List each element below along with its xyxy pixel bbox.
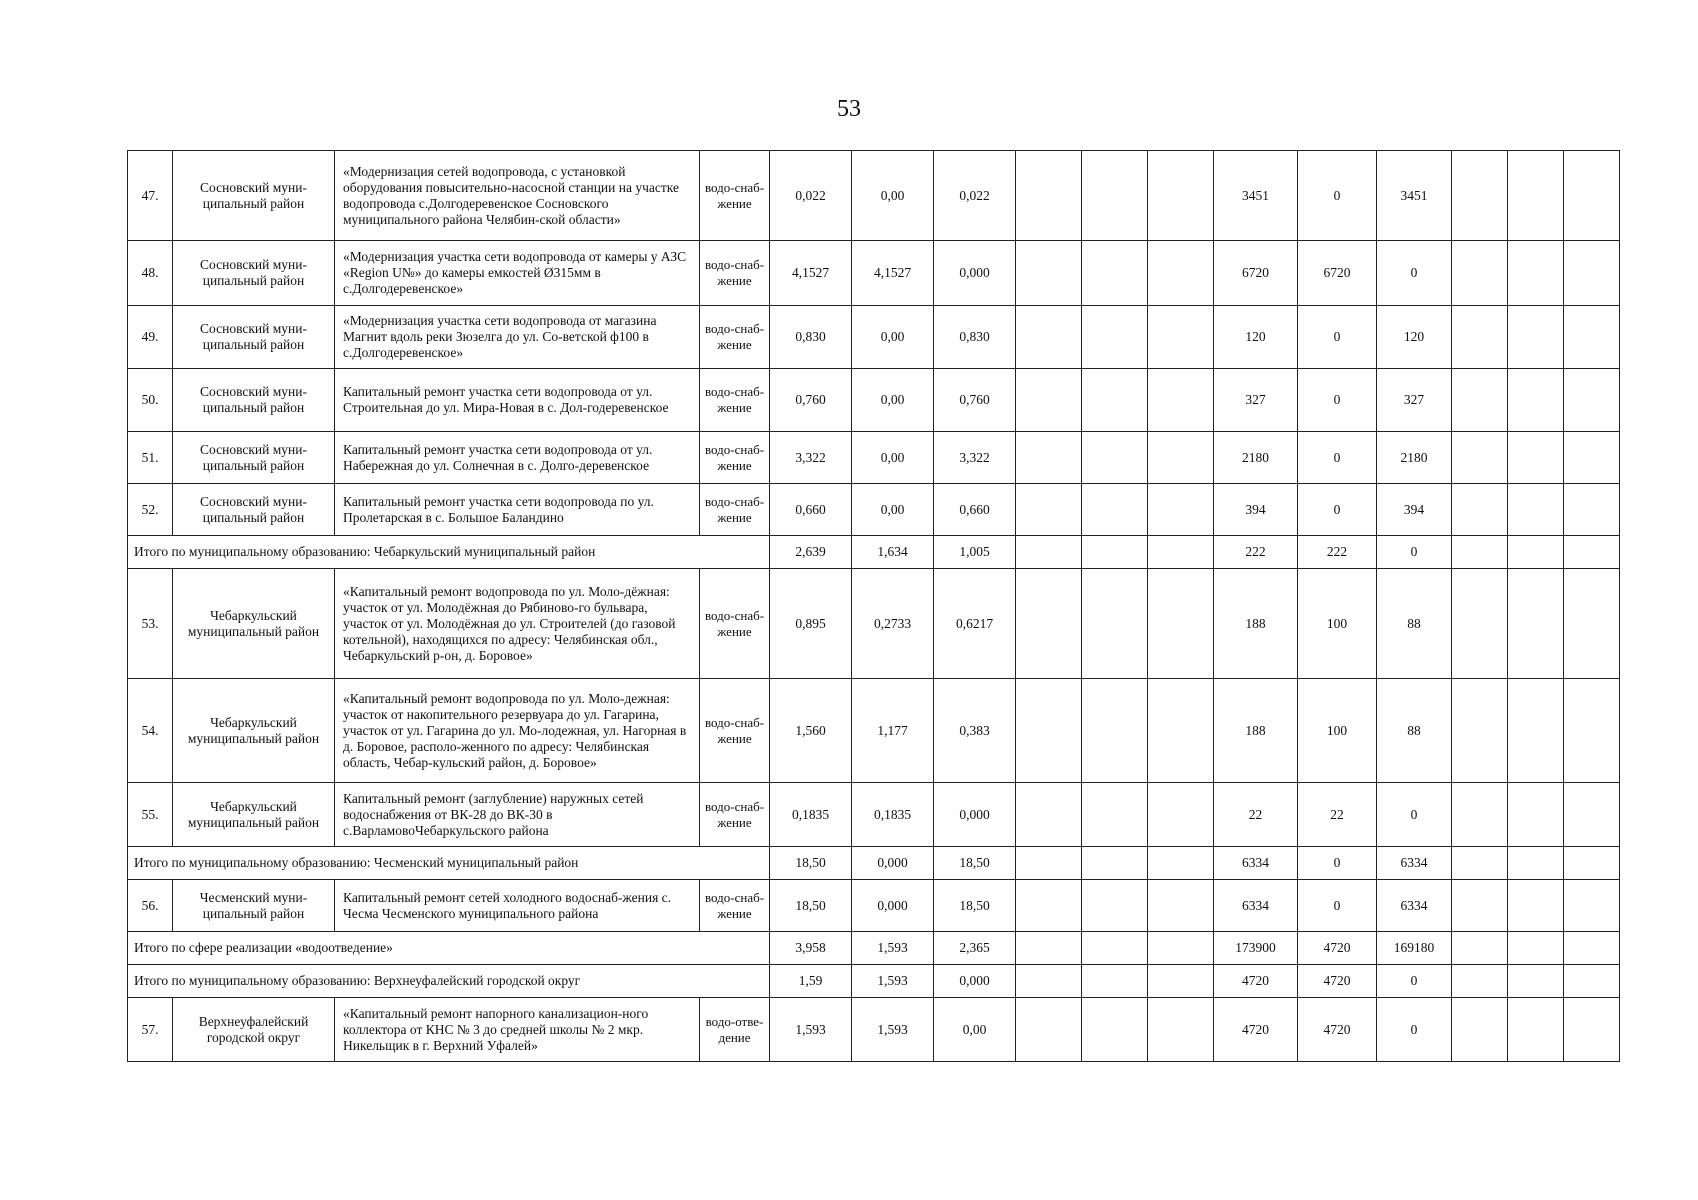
district-name: Сосновский муни-ципальный район [173,151,335,241]
value-cell-v7: 4720 [1214,965,1298,998]
sphere-type: водо-снаб-жение [700,369,770,432]
value-cell-v11 [1508,432,1564,484]
value-cell-v9: 6334 [1377,880,1452,932]
value-cell-v2: 0,00 [852,369,934,432]
value-cell-v6 [1148,369,1214,432]
value-cell-v9: 0 [1377,536,1452,569]
district-name: Сосновский муни-ципальный район [173,484,335,536]
value-cell-v7: 22 [1214,783,1298,847]
value-cell-v6 [1148,484,1214,536]
value-cell-v10 [1452,880,1508,932]
value-cell-v8: 0 [1298,847,1377,880]
sphere-type: водо-снаб-жение [700,484,770,536]
value-cell-v1: 0,1835 [770,783,852,847]
district-name: Чебаркульский муниципальный район [173,679,335,783]
value-cell-v10 [1452,306,1508,369]
value-cell-v12 [1564,880,1620,932]
total-row [128,932,1620,965]
value-cell-v12 [1564,569,1620,679]
value-cell-v5 [1082,998,1148,1062]
value-cell-v9: 3451 [1377,151,1452,241]
value-cell-v5 [1082,679,1148,783]
value-cell-v9: 88 [1377,679,1452,783]
value-cell-v6 [1148,998,1214,1062]
value-cell-v1: 4,1527 [770,241,852,306]
sphere-type: водо-отве-дение [700,998,770,1062]
value-cell-v4 [1016,998,1082,1062]
value-cell-v5 [1082,783,1148,847]
value-cell-v12 [1564,484,1620,536]
value-cell-v9: 327 [1377,369,1452,432]
value-cell-v6 [1148,306,1214,369]
project-description: «Капитальный ремонт водопровода по ул. Моло-дёжная: участок от ул. Молодёжная до Рябиново-го бульвара, участок от ул. Молодёжная до ул. Строителей (до газовой котельной), находящихся по адресу: Челябинская обл., Чебаркульский р-он, д. Боровое» [335,569,700,679]
value-cell-v6 [1148,432,1214,484]
value-cell-v12 [1564,306,1620,369]
table-row [128,880,1620,932]
value-cell-v1: 1,593 [770,998,852,1062]
value-cell-v5 [1082,932,1148,965]
value-cell-v6 [1148,241,1214,306]
value-cell-v3: 0,000 [934,783,1016,847]
value-cell-v1: 3,958 [770,932,852,965]
district-name: Чебаркульский муниципальный район [173,783,335,847]
value-cell-v1: 18,50 [770,847,852,880]
total-row [128,965,1620,998]
value-cell-v11 [1508,783,1564,847]
value-cell-v7: 6334 [1214,880,1298,932]
value-cell-v8: 222 [1298,536,1377,569]
value-cell-v10 [1452,432,1508,484]
total-label: Итого по муниципальному образованию: Чебаркульский муниципальный район [128,536,770,569]
value-cell-v1: 1,59 [770,965,852,998]
sphere-type: водо-снаб-жение [700,432,770,484]
value-cell-v10 [1452,241,1508,306]
value-cell-v7: 4720 [1214,998,1298,1062]
value-cell-v1: 0,830 [770,306,852,369]
total-row [128,847,1620,880]
value-cell-v2: 0,000 [852,847,934,880]
value-cell-v4 [1016,306,1082,369]
table-row [128,783,1620,847]
value-cell-v10 [1452,369,1508,432]
value-cell-v10 [1452,679,1508,783]
value-cell-v1: 18,50 [770,880,852,932]
value-cell-v1: 0,895 [770,569,852,679]
sphere-type: водо-снаб-жение [700,880,770,932]
sphere-type: водо-снаб-жение [700,241,770,306]
district-name: Сосновский муни-ципальный район [173,241,335,306]
district-name: Чебаркульский муниципальный район [173,569,335,679]
value-cell-v2: 0,000 [852,880,934,932]
project-description: «Капитальный ремонт напорного канализацион-ного коллектора от КНС № 3 до средней школы № 2 мкр. Никельщик в г. Верхний Уфалей» [335,998,700,1062]
value-cell-v8: 0 [1298,484,1377,536]
value-cell-v3: 0,660 [934,484,1016,536]
value-cell-v7: 222 [1214,536,1298,569]
table-row [128,241,1620,306]
total-label: Итого по муниципальному образованию: Верхнеуфалейский городской округ [128,965,770,998]
value-cell-v1: 1,560 [770,679,852,783]
value-cell-v6 [1148,932,1214,965]
value-cell-v11 [1508,932,1564,965]
value-cell-v7: 120 [1214,306,1298,369]
value-cell-v9: 0 [1377,998,1452,1062]
value-cell-v7: 188 [1214,569,1298,679]
value-cell-v9: 0 [1377,965,1452,998]
value-cell-v8: 6720 [1298,241,1377,306]
value-cell-v5 [1082,536,1148,569]
table-row [128,306,1620,369]
value-cell-v5 [1082,306,1148,369]
value-cell-v7: 3451 [1214,151,1298,241]
value-cell-v2: 1,634 [852,536,934,569]
value-cell-v5 [1082,880,1148,932]
value-cell-v5 [1082,569,1148,679]
row-number: 49. [128,306,173,369]
value-cell-v11 [1508,369,1564,432]
value-cell-v1: 2,639 [770,536,852,569]
row-number: 57. [128,998,173,1062]
project-description: Капитальный ремонт участка сети водопровода от ул. Набережная до ул. Солнечная в с. Долго-деревенское [335,432,700,484]
value-cell-v3: 0,00 [934,998,1016,1062]
row-number: 54. [128,679,173,783]
value-cell-v11 [1508,151,1564,241]
value-cell-v7: 188 [1214,679,1298,783]
value-cell-v4 [1016,783,1082,847]
table-row [128,432,1620,484]
value-cell-v4 [1016,536,1082,569]
value-cell-v8: 0 [1298,369,1377,432]
value-cell-v4 [1016,432,1082,484]
value-cell-v10 [1452,569,1508,679]
row-number: 52. [128,484,173,536]
project-description: «Модернизация участка сети водопровода от магазина Магнит вдоль реки Зюзелга до ул. Со-ветской ф100 в с.Долгодеревенское» [335,306,700,369]
total-label: Итого по муниципальному образованию: Чесменский муниципальный район [128,847,770,880]
value-cell-v4 [1016,679,1082,783]
row-number: 51. [128,432,173,484]
district-name: Сосновский муни-ципальный район [173,306,335,369]
value-cell-v11 [1508,536,1564,569]
value-cell-v10 [1452,536,1508,569]
project-description: Капитальный ремонт (заглубление) наружных сетей водоснабжения от ВК-28 до ВК-30 в с.ВарламовоЧебаркульского района [335,783,700,847]
value-cell-v4 [1016,151,1082,241]
value-cell-v7: 6720 [1214,241,1298,306]
value-cell-v9: 0 [1377,783,1452,847]
value-cell-v3: 18,50 [934,880,1016,932]
value-cell-v4 [1016,965,1082,998]
table-row [128,369,1620,432]
value-cell-v2: 1,593 [852,932,934,965]
value-cell-v12 [1564,932,1620,965]
value-cell-v5 [1082,484,1148,536]
value-cell-v8: 4720 [1298,998,1377,1062]
total-row [128,536,1620,569]
value-cell-v12 [1564,847,1620,880]
value-cell-v11 [1508,965,1564,998]
value-cell-v8: 22 [1298,783,1377,847]
value-cell-v3: 0,383 [934,679,1016,783]
row-number: 47. [128,151,173,241]
value-cell-v11 [1508,998,1564,1062]
value-cell-v7: 394 [1214,484,1298,536]
value-cell-v6 [1148,783,1214,847]
value-cell-v6 [1148,569,1214,679]
value-cell-v11 [1508,679,1564,783]
value-cell-v4 [1016,569,1082,679]
value-cell-v11 [1508,880,1564,932]
value-cell-v8: 0 [1298,880,1377,932]
row-number: 48. [128,241,173,306]
value-cell-v12 [1564,965,1620,998]
value-cell-v3: 0,830 [934,306,1016,369]
value-cell-v3: 2,365 [934,932,1016,965]
value-cell-v3: 18,50 [934,847,1016,880]
row-number: 50. [128,369,173,432]
project-description: Капитальный ремонт сетей холодного водоснаб-жения с. Чесма Чесменского муниципального района [335,880,700,932]
value-cell-v4 [1016,484,1082,536]
value-cell-v9: 120 [1377,306,1452,369]
project-description: «Модернизация участка сети водопровода от камеры у АЗС «Region U№» до камеры емкостей Ø315мм в с.Долгодеревенское» [335,241,700,306]
table-row [128,998,1620,1062]
value-cell-v6 [1148,880,1214,932]
value-cell-v9: 0 [1377,241,1452,306]
value-cell-v6 [1148,847,1214,880]
value-cell-v7: 173900 [1214,932,1298,965]
value-cell-v10 [1452,965,1508,998]
value-cell-v2: 0,2733 [852,569,934,679]
table-row [128,484,1620,536]
value-cell-v2: 1,593 [852,965,934,998]
value-cell-v2: 4,1527 [852,241,934,306]
value-cell-v11 [1508,241,1564,306]
value-cell-v10 [1452,151,1508,241]
value-cell-v3: 0,6217 [934,569,1016,679]
value-cell-v4 [1016,932,1082,965]
investment-table [127,150,1620,1062]
value-cell-v8: 100 [1298,679,1377,783]
value-cell-v2: 0,1835 [852,783,934,847]
value-cell-v10 [1452,783,1508,847]
value-cell-v11 [1508,847,1564,880]
project-description: Капитальный ремонт участка сети водопровода по ул. Пролетарская в с. Большое Баландино [335,484,700,536]
value-cell-v2: 0,00 [852,306,934,369]
value-cell-v10 [1452,998,1508,1062]
value-cell-v5 [1082,241,1148,306]
page-number: 53 [837,96,861,122]
value-cell-v6 [1148,151,1214,241]
district-name: Сосновский муни-ципальный район [173,369,335,432]
value-cell-v12 [1564,151,1620,241]
value-cell-v10 [1452,484,1508,536]
value-cell-v6 [1148,965,1214,998]
row-number: 53. [128,569,173,679]
sphere-type: водо-снаб-жение [700,679,770,783]
sphere-type: водо-снаб-жение [700,306,770,369]
value-cell-v9: 2180 [1377,432,1452,484]
value-cell-v1: 3,322 [770,432,852,484]
value-cell-v3: 3,322 [934,432,1016,484]
project-description: «Капитальный ремонт водопровода по ул. Моло-дежная: участок от накопительного резервуара до ул. Гагарина, участок от ул. Гагарина до ул. Мо-лодежная, ул. Нагорная в д. Боровое, располо-женного по адресу: Челябинская область, Чебар-кульский район, д. Боровое» [335,679,700,783]
table-row [128,679,1620,783]
value-cell-v12 [1564,432,1620,484]
value-cell-v9: 6334 [1377,847,1452,880]
value-cell-v7: 327 [1214,369,1298,432]
value-cell-v7: 6334 [1214,847,1298,880]
project-description: «Модернизация сетей водопровода, с установкой оборудования повысительно-насосной станции на участке водопровода с.Долгодеревенское Сосновского муниципального района Челябин-ской области» [335,151,700,241]
value-cell-v3: 0,022 [934,151,1016,241]
value-cell-v2: 0,00 [852,432,934,484]
district-name: Чесменский муни-ципальный район [173,880,335,932]
value-cell-v9: 88 [1377,569,1452,679]
table-row [128,151,1620,241]
sphere-type: водо-снаб-жение [700,151,770,241]
value-cell-v11 [1508,484,1564,536]
value-cell-v6 [1148,679,1214,783]
value-cell-v8: 0 [1298,432,1377,484]
value-cell-v2: 1,593 [852,998,934,1062]
value-cell-v8: 100 [1298,569,1377,679]
value-cell-v11 [1508,306,1564,369]
value-cell-v12 [1564,679,1620,783]
value-cell-v8: 4720 [1298,932,1377,965]
value-cell-v12 [1564,241,1620,306]
value-cell-v1: 0,022 [770,151,852,241]
value-cell-v12 [1564,998,1620,1062]
table-body [128,151,1620,1062]
value-cell-v1: 0,760 [770,369,852,432]
sphere-type: водо-снаб-жение [700,569,770,679]
value-cell-v3: 1,005 [934,536,1016,569]
value-cell-v10 [1452,932,1508,965]
value-cell-v8: 0 [1298,151,1377,241]
value-cell-v12 [1564,783,1620,847]
value-cell-v7: 2180 [1214,432,1298,484]
value-cell-v4 [1016,241,1082,306]
value-cell-v9: 169180 [1377,932,1452,965]
value-cell-v2: 0,00 [852,151,934,241]
value-cell-v8: 0 [1298,306,1377,369]
value-cell-v12 [1564,536,1620,569]
value-cell-v10 [1452,847,1508,880]
value-cell-v2: 0,00 [852,484,934,536]
total-label: Итого по сфере реализации «водоотведение» [128,932,770,965]
row-number: 56. [128,880,173,932]
value-cell-v5 [1082,847,1148,880]
value-cell-v2: 1,177 [852,679,934,783]
value-cell-v11 [1508,569,1564,679]
value-cell-v9: 394 [1377,484,1452,536]
value-cell-v5 [1082,151,1148,241]
value-cell-v4 [1016,880,1082,932]
value-cell-v3: 0,000 [934,241,1016,306]
value-cell-v3: 0,000 [934,965,1016,998]
value-cell-v8: 4720 [1298,965,1377,998]
row-number: 55. [128,783,173,847]
table-row [128,569,1620,679]
sphere-type: водо-снаб-жение [700,783,770,847]
value-cell-v6 [1148,536,1214,569]
district-name: Верхнеуфалейский городской округ [173,998,335,1062]
value-cell-v4 [1016,369,1082,432]
project-description: Капитальный ремонт участка сети водопровода от ул. Строительная до ул. Мира-Новая в с. Дол-годеревенское [335,369,700,432]
value-cell-v1: 0,660 [770,484,852,536]
value-cell-v5 [1082,965,1148,998]
value-cell-v5 [1082,432,1148,484]
district-name: Сосновский муни-ципальный район [173,432,335,484]
value-cell-v5 [1082,369,1148,432]
value-cell-v3: 0,760 [934,369,1016,432]
value-cell-v12 [1564,369,1620,432]
value-cell-v4 [1016,847,1082,880]
